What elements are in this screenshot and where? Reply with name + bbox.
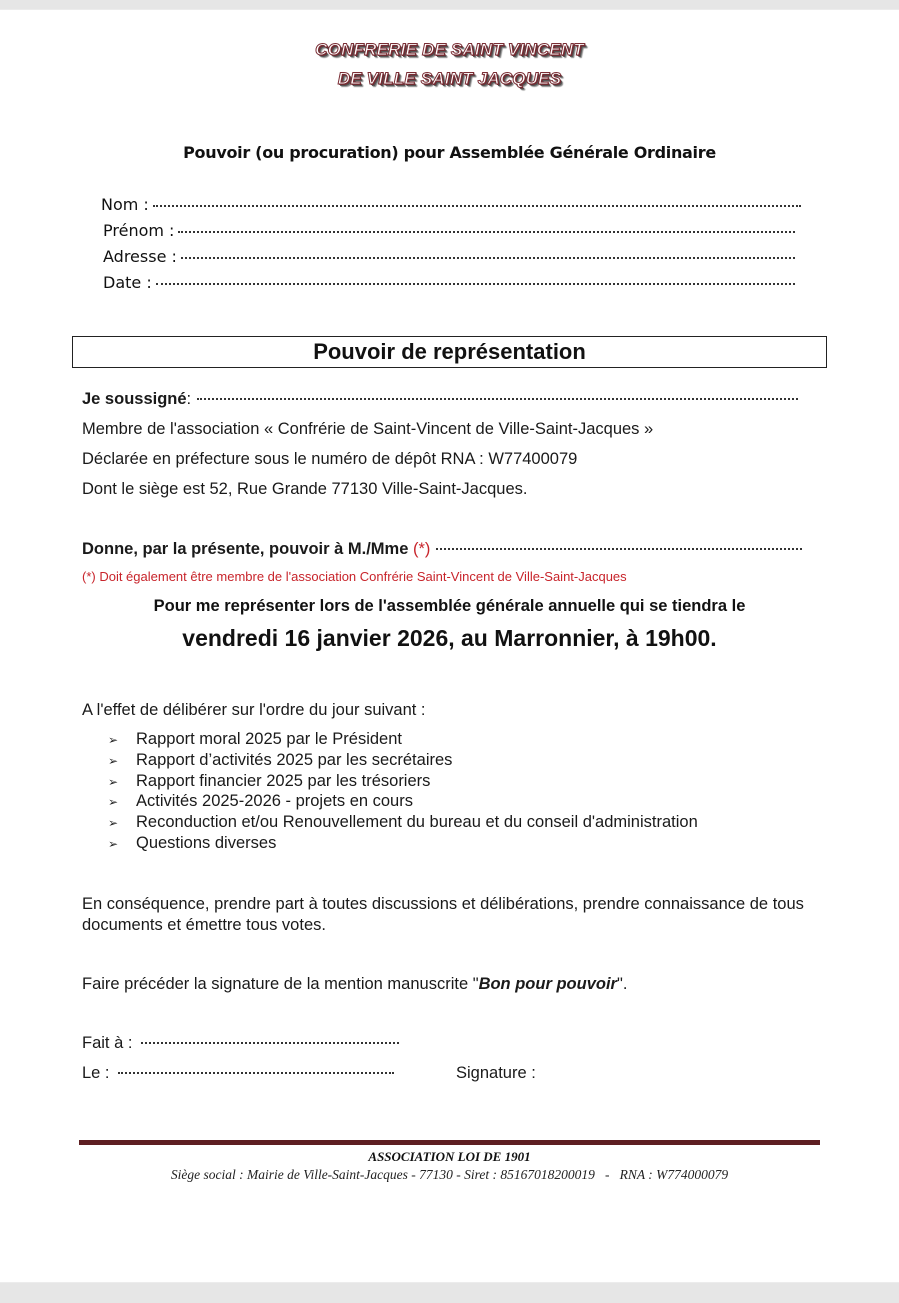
agenda-list <box>108 730 698 855</box>
viewer-bottom-bar <box>0 1282 899 1303</box>
membre-text: Membre de l'association « Confrérie de Saint-Vincent de Ville-Saint-Jacques » <box>82 420 654 438</box>
footer-address: Siège social : Mairie de Ville-Saint-Jacques - 77130 - Siret : 85167018200019 - RNA : W774000079 <box>170 1167 729 1182</box>
asterisk-note: (*) Doit également être membre de l'association Confrérie Saint-Vincent de Ville-Saint-Jacques <box>82 569 627 584</box>
donne-input-line[interactable] <box>436 548 802 550</box>
agenda-item <box>108 772 698 793</box>
arrowhead-bullet-icon: ➢ <box>108 753 119 768</box>
field-adresse-input-line[interactable] <box>181 256 795 259</box>
agenda-item-text: Rapport d’activités 2025 par les secrétaires <box>136 750 453 769</box>
fait-a-label: Fait à : <box>82 1034 133 1052</box>
field-adresse-label: Adresse : <box>103 247 177 266</box>
form-title: Pouvoir (ou procuration) pour Assemblée Générale Ordinaire <box>183 143 716 162</box>
field-adresse[interactable] <box>103 247 795 269</box>
siege-text: Dont le siège est 52, Rue Grande 77130 Ville-Saint-Jacques. <box>82 480 528 498</box>
agenda-item-text: Rapport moral 2025 par le Président <box>136 730 402 748</box>
event-date: vendredi 16 janvier 2026, au Marronnier, à 19h00. <box>182 625 717 651</box>
field-prenom-label: Prénom : <box>103 221 175 240</box>
soussigne-field[interactable] <box>82 390 798 409</box>
footer-divider <box>79 1140 820 1145</box>
soussigne-input-line[interactable] <box>197 398 798 400</box>
field-prenom-input-line[interactable] <box>178 230 795 233</box>
rna-text: Déclarée en préfecture sous le numéro de dépôt RNA : W77400079 <box>82 450 578 468</box>
le-input-line[interactable] <box>118 1072 394 1074</box>
agenda-item <box>108 751 698 772</box>
bon-pour-pouvoir-emphasis: Bon pour pouvoir <box>478 975 617 993</box>
field-nom-input-line[interactable] <box>153 204 801 207</box>
arrowhead-bullet-icon: ➢ <box>108 836 119 851</box>
fait-a-field[interactable] <box>82 1034 399 1053</box>
instruction-text-end: ". <box>616 975 628 993</box>
arrowhead-bullet-icon: ➢ <box>108 816 119 831</box>
signature-label: Signature : <box>456 1064 536 1082</box>
agenda-item <box>108 730 698 751</box>
agenda-item-text: Rapport financier 2025 par les trésoriers <box>136 771 431 790</box>
fait-a-input-line[interactable] <box>141 1042 399 1044</box>
field-date-label: Date : <box>103 273 152 292</box>
footer-association: ASSOCIATION LOI DE 1901 <box>368 1149 531 1164</box>
consequence-paragraph: En conséquence, prendre part à toutes discussions et délibérations, prendre connaissance de tous documents et émettre tous votes. <box>82 895 804 934</box>
donne-label: Donne, par la présente, pouvoir à M./Mme <box>82 540 409 558</box>
field-date-input-line[interactable] <box>156 282 795 285</box>
arrowhead-bullet-icon: ➢ <box>108 774 119 789</box>
agenda-item-text: Questions diverses <box>136 833 277 852</box>
donne-field[interactable] <box>82 540 802 559</box>
soussigne-label: Je soussigné <box>82 390 187 408</box>
instruction-text: Faire précéder la signature de la mention manuscrite " <box>82 975 479 993</box>
asterisk-marker: (*) <box>413 540 431 558</box>
soussigne-separator: : <box>186 390 192 408</box>
agenda-item <box>108 834 698 855</box>
field-nom-label: Nom : <box>101 195 149 214</box>
section-title: Pouvoir de représentation <box>72 336 827 368</box>
agenda-intro: A l'effet de délibérer sur l'ordre du jour suivant : <box>82 701 426 719</box>
logo-line-2: DE VILLE SAINT JACQUES <box>337 69 562 88</box>
field-date[interactable] <box>103 273 795 295</box>
arrowhead-bullet-icon: ➢ <box>108 795 119 810</box>
viewer-top-bar <box>0 0 899 10</box>
field-prenom[interactable] <box>103 221 795 243</box>
arrowhead-bullet-icon: ➢ <box>108 733 119 747</box>
logo-line-1: CONFRERIE DE SAINT VINCENT <box>315 40 584 59</box>
field-nom[interactable] <box>101 195 801 217</box>
representation-text: Pour me représenter lors de l'assemblée générale annuelle qui se tiendra le <box>153 597 746 615</box>
agenda-item-text: Activités 2025-2026 - projets en cours <box>136 792 413 811</box>
agenda-item <box>108 792 698 813</box>
le-label: Le : <box>82 1064 110 1082</box>
agenda-item <box>108 813 698 834</box>
signature-instruction <box>82 974 822 995</box>
agenda-item-text: Reconduction et/ou Renouvellement du bureau et du conseil d'administration <box>136 813 698 832</box>
le-field[interactable] <box>82 1064 394 1083</box>
